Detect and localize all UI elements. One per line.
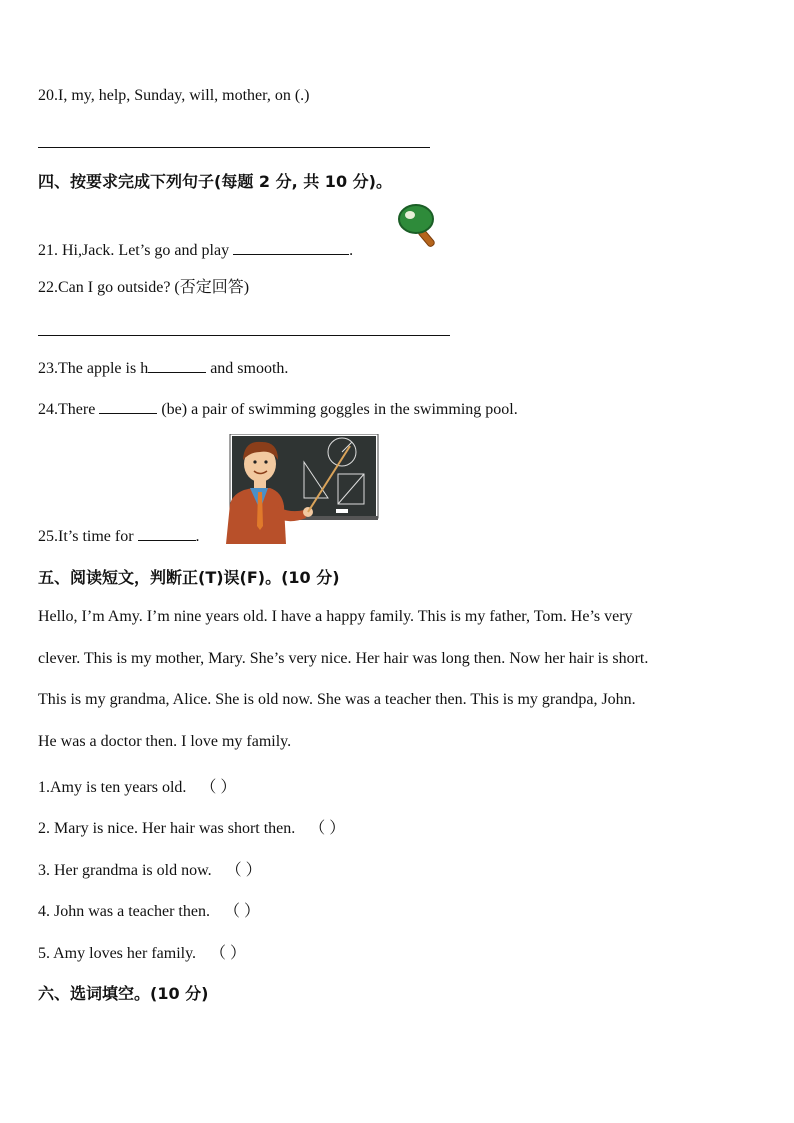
question-23-text: 23.The apple is h	[38, 360, 149, 377]
question-24-text: 24.There	[38, 401, 100, 418]
tf-question-4	[38, 898, 260, 921]
question-21-text: 21. Hi,Jack. Let’s go and play	[38, 242, 234, 259]
question-20: 20.I, my, help, Sunday, will, mother, on (.)	[38, 87, 310, 104]
tf-question-5	[38, 940, 246, 963]
reading-passage	[38, 596, 758, 762]
answer-blank-21[interactable]	[233, 240, 349, 255]
tf-answer-bracket[interactable]: （ ）	[223, 903, 260, 920]
question-25-text: 25.It’s time for	[38, 528, 138, 545]
tf-question-text: 3. Her grandma is old now.	[38, 862, 212, 879]
question-25-end: .	[195, 528, 200, 545]
tf-question-1	[38, 774, 236, 797]
question-24-end: (be) a pair of swimming goggles in the swimming pool.	[157, 401, 518, 418]
question-23	[38, 358, 288, 378]
tf-question-3	[38, 857, 262, 880]
passage-line: This is my grandma, Alice. She is old now. She was a teacher then. This is my grandpa, John.	[38, 691, 636, 708]
tf-answer-bracket[interactable]: （ ）	[200, 779, 237, 796]
question-21	[38, 240, 353, 260]
tf-answer-bracket[interactable]: （ ）	[210, 945, 247, 962]
tf-answer-bracket[interactable]: （ ）	[309, 820, 346, 837]
tf-question-text: 4. John was a teacher then.	[38, 903, 210, 920]
section-4-heading: 四、按要求完成下列句子(每题 2 分, 共 10 分)。	[38, 172, 392, 191]
tf-question-text: 5. Amy loves her family.	[38, 945, 197, 962]
question-23-end: and smooth.	[206, 360, 289, 377]
tf-question-text: 1.Amy is ten years old.	[38, 779, 187, 796]
teacher-at-blackboard-illustration	[224, 434, 380, 544]
section-6-heading: 六、选词填空。(10 分)	[38, 984, 209, 1003]
ping-pong-paddle-icon	[396, 201, 446, 251]
section-5-heading: 五、阅读短文，判断正(T)误(F)。(10 分)	[38, 568, 340, 587]
question-25	[38, 526, 200, 546]
passage-line: clever. This is my mother, Mary. She’s very nice. Her hair was long then. Now her hair is short.	[38, 649, 649, 667]
answer-line-20[interactable]	[38, 147, 430, 148]
question-22: 22.Can I go outside? (否定回答)	[38, 279, 250, 296]
tf-question-2	[38, 815, 345, 838]
question-24	[38, 399, 518, 419]
tf-question-text: 2. Mary is nice. Her hair was short then.	[38, 820, 296, 837]
tf-answer-bracket[interactable]: （ ）	[225, 862, 262, 879]
answer-blank-25[interactable]	[138, 526, 196, 541]
passage-line: He was a doctor then. I love my family.	[38, 732, 292, 750]
question-21-end: .	[349, 242, 354, 259]
answer-blank-23[interactable]	[148, 358, 206, 373]
answer-blank-24[interactable]	[99, 399, 157, 414]
answer-line-22[interactable]	[38, 335, 450, 336]
passage-line: Hello, I’m Amy. I’m nine years old. I have a happy family. This is my father, Tom. He’s very	[38, 608, 633, 625]
